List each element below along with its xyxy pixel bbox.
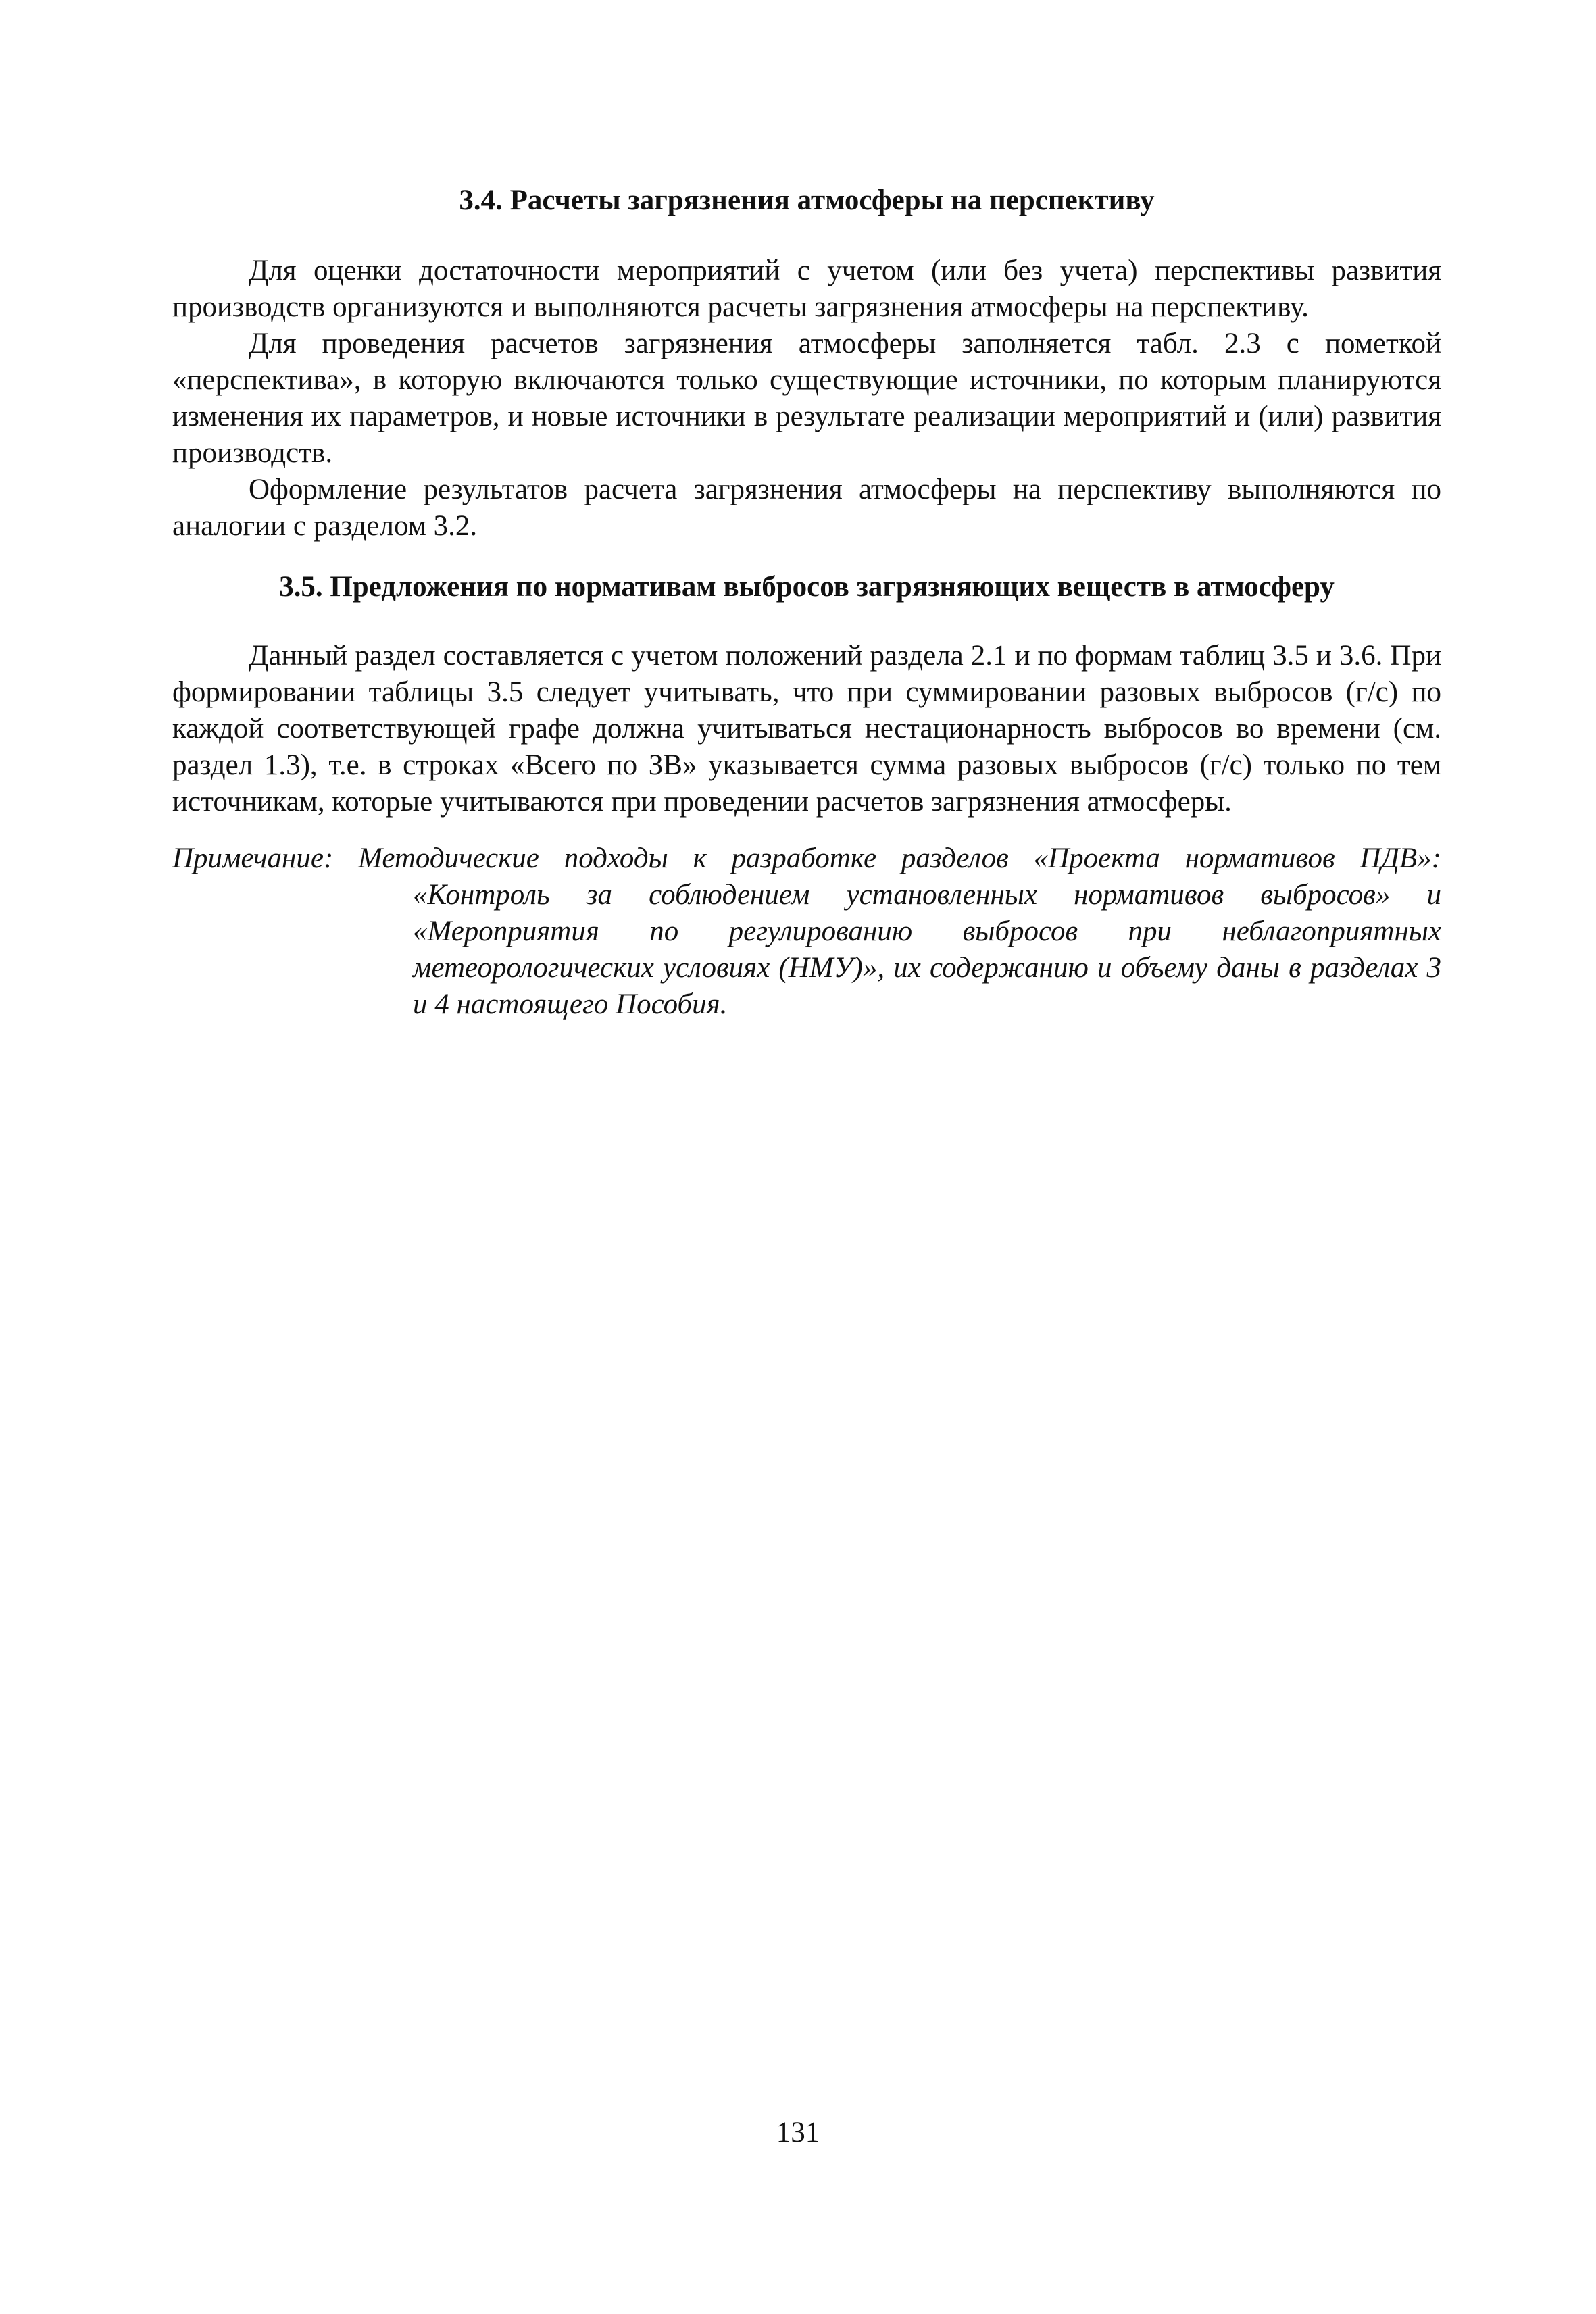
section-3-4-title: 3.4. Расчеты загрязнения атмосферы на перспективу (459, 184, 1155, 216)
note-body: «Контроль за соблюдением установленных нормативов выбросов» и «Мероприятия по регулированию выбросов при неблагоприятных метеорологических условиях (НМУ)», их содержанию и объему даны в разделах 3 и 4 настоящего Пособия. (413, 879, 1441, 1020)
section-3-5-title: 3.5. Предложения по нормативам выбросов загрязняющих веществ в атмосферу (279, 571, 1335, 603)
section-3-4-paragraph-3: Оформление результатов расчета загрязнения атмосферы на перспективу выполняются по аналогии с разделом 3.2. (172, 474, 1441, 542)
page-content (172, 182, 1441, 1023)
note-first-text: Методические подходы к разработке разделов «Проекта нормативов ПДВ»: (358, 842, 1442, 874)
note-block (172, 840, 1441, 1023)
note-label: Примечание: (172, 842, 334, 874)
note-first-line (172, 840, 1441, 877)
page-number: 131 (776, 2117, 820, 2148)
section-3-4-paragraph-1: Для оценки достаточности мероприятий с учетом (или без учета) перспективы развития производств организуются и выполняются расчеты загрязнения атмосферы на перспективу. (172, 255, 1441, 323)
section-3-4-paragraph-2: Для проведения расчетов загрязнения атмосферы заполняется табл. 2.3 с пометкой «перспектива», в которую включаются только существующие источники, по которым планируются изменения их параметров, и новые источники в результате реализации мероприятий и (или) развития производств. (172, 328, 1441, 469)
section-3-5-paragraph-1: Данный раздел составляется с учетом положений раздела 2.1 и по формам таблиц 3.5 и 3.6. При формировании таблицы 3.5 следует учитывать, что при суммировании разовых выбросов (г/с) по каждой соответствующей графе должна учитываться нестационарность выбросов во времени (см. раздел 1.3), т.е. в строках «Всего по ЗВ» указывается сумма разовых выбросов (г/с) только по тем источникам, которые учитываются при проведении расчетов загрязнения атмосферы. (172, 640, 1441, 818)
